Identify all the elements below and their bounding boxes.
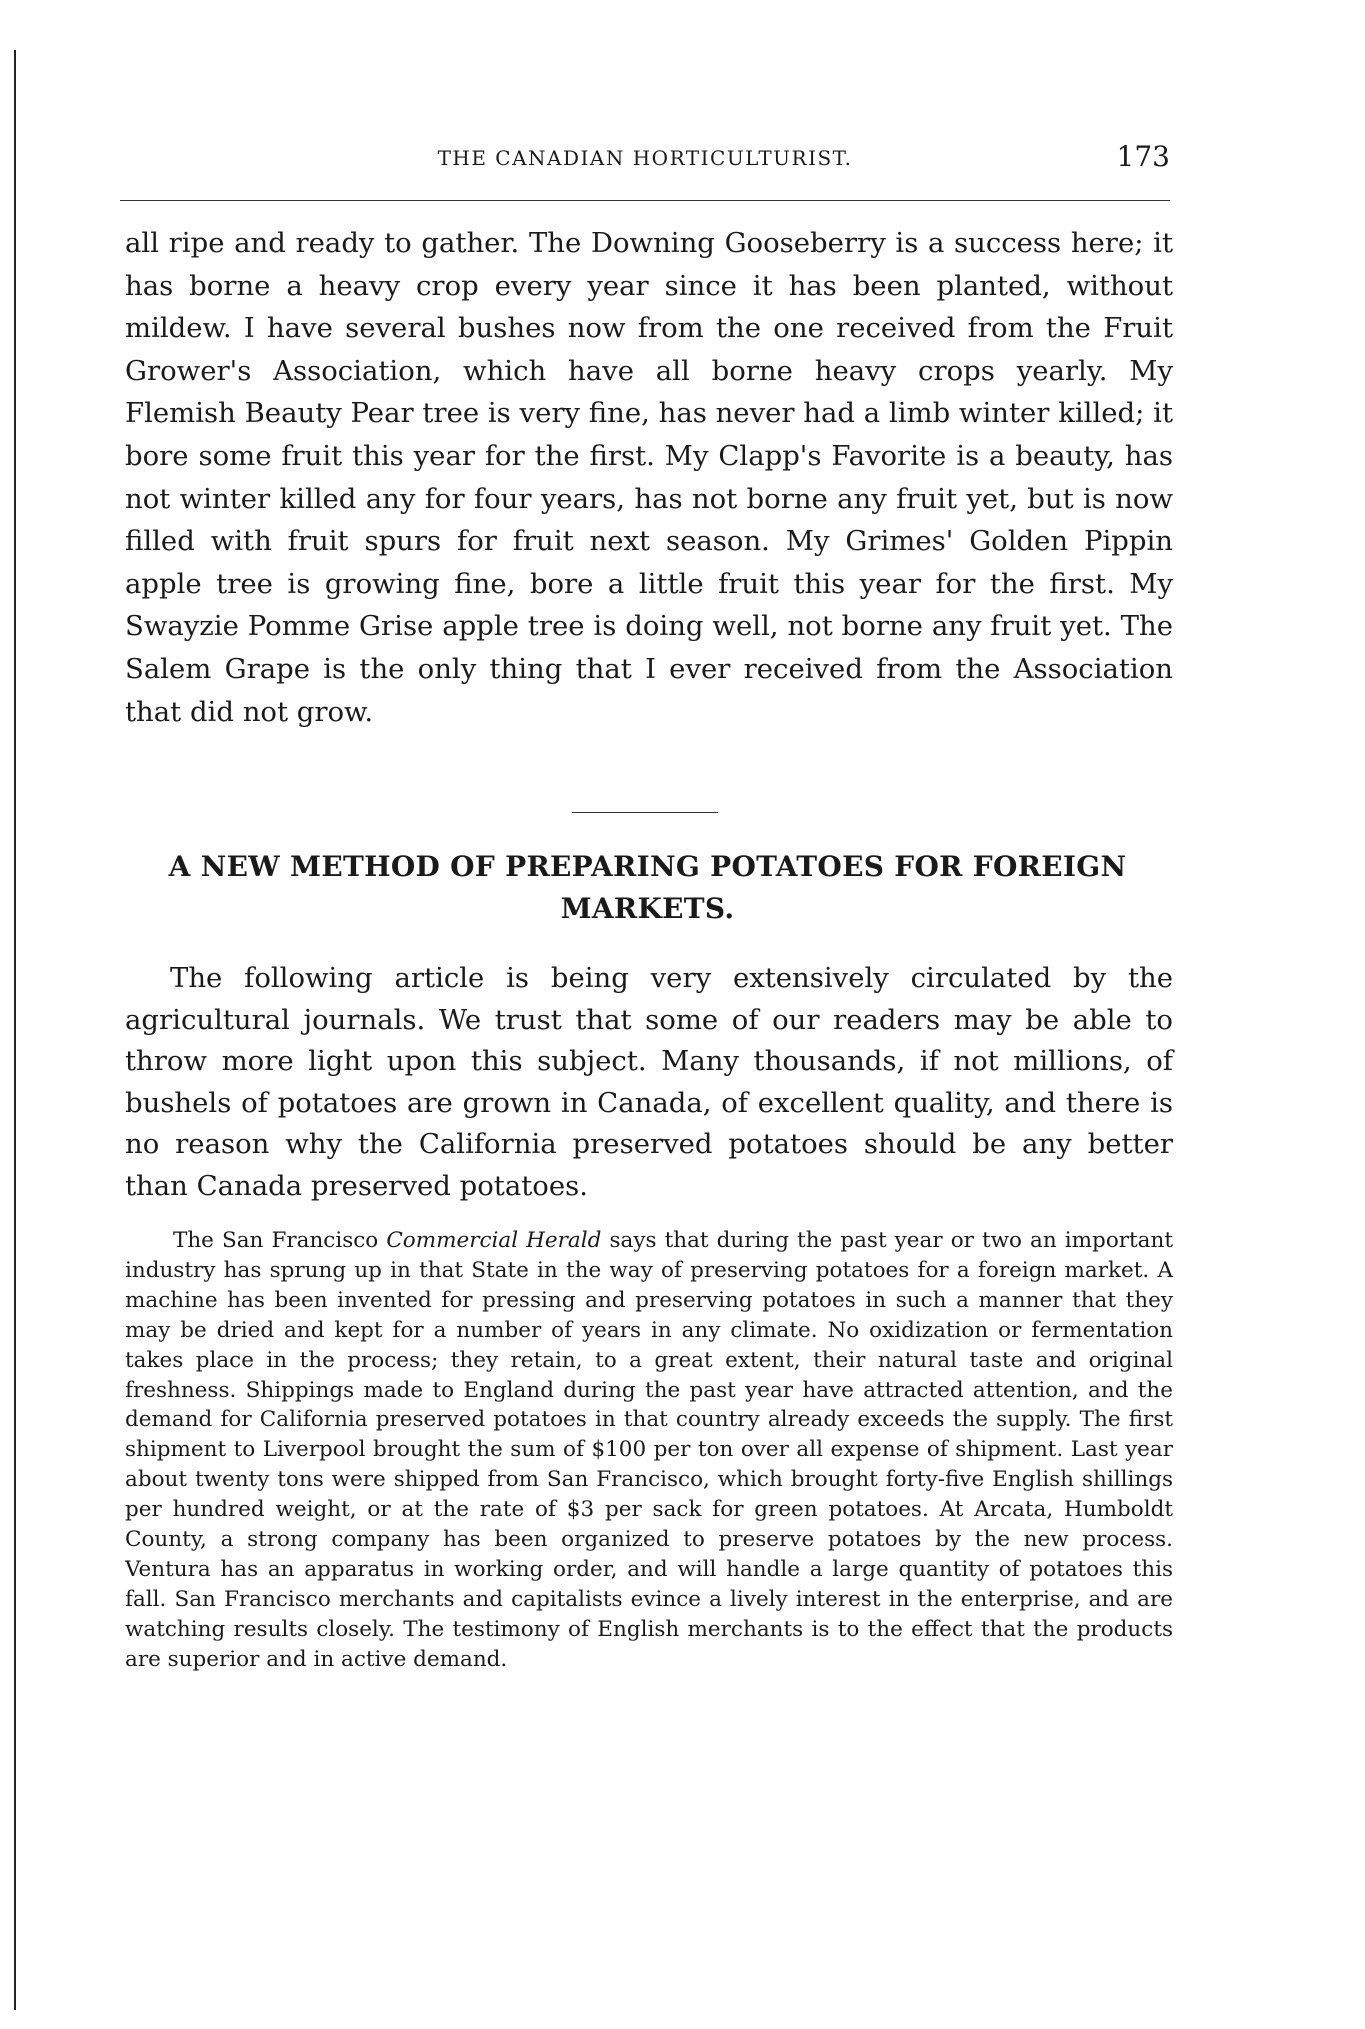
page-number: 173 [1116, 140, 1170, 173]
running-head: THE CANADIAN HORTICULTURIST. [437, 146, 853, 170]
article-title: A NEW METHOD OF PREPARING POTATOES FOR FOREIGN MARKETS. [168, 850, 1127, 925]
article-intro: The following article is being very extensively circulated by the agricultural journals. We trust that some of our readers may be able to throw more light upon this subject. Many thousands, if not millions, of bushels of potatoes are grown in Canada, of excellent quality, and there is no reason why the California preserved potatoes should be any better than Canada preserved potatoes. [125, 962, 1173, 1202]
article-quote [125, 1226, 1173, 1675]
header-rule [120, 200, 1170, 201]
quote-body: says that during the past year or two an important industry has sprung up in that State in the way of preserving potatoes for a foreign market. A machine has been invented for pressing and preserving potatoes in such a manner that they may be dried and kept for a number of years in any climate. No oxidization or fermentation takes place in the process; they retain, to a great extent, their natural taste and original freshness. Shippings made to England during the past year have attracted attention, and the demand for California preserved potatoes in that country already exceeds the supply. The first shipment to Liverpool brought the sum of $100 per ton over all expense of shipment. Last year about twenty tons were shipped from San Francisco, which brought forty-five English shillings per hundred weight, or at the rate of $3 per sack for green potatoes. At Arcata, Humboldt County, a strong company has been organized to preserve potatoes by the new process. Ventura has an apparatus in working order, and will handle a large quantity of potatoes this fall. San Francisco merchants and capitalists evince a lively interest in the enterprise, and are watching results closely. The testimony of English merchants is to the effect that the products are superior and in active demand. [125, 1228, 1173, 1672]
section-separator [572, 812, 718, 813]
binding-edge-line [14, 50, 16, 2010]
continued-paragraph: all ripe and ready to gather. The Downing Gooseberry is a success here; it has borne a heavy crop every year since it has been planted, without mildew. I have several bushes now from the one received from the Fruit Grower's Association, which have all borne heavy crops yearly. My Flemish Beauty Pear tree is very fine, has never had a limb winter killed; it bore some fruit this year for the first. My Clapp's Favorite is a beauty, has not winter killed any for four years, has not borne any fruit yet, but is now filled with fruit spurs for fruit next season. My Grimes' Golden Pippin apple tree is growing fine, bore a little fruit this year for the first. My Swayzie Pomme Grise apple tree is doing well, not borne any fruit yet. The Salem Grape is the only thing that I ever received from the Association that did not grow. [125, 227, 1173, 728]
page-header [120, 138, 1170, 178]
quote-lead: The San Francisco [173, 1228, 379, 1253]
quote-source: Commercial Herald [386, 1228, 602, 1253]
